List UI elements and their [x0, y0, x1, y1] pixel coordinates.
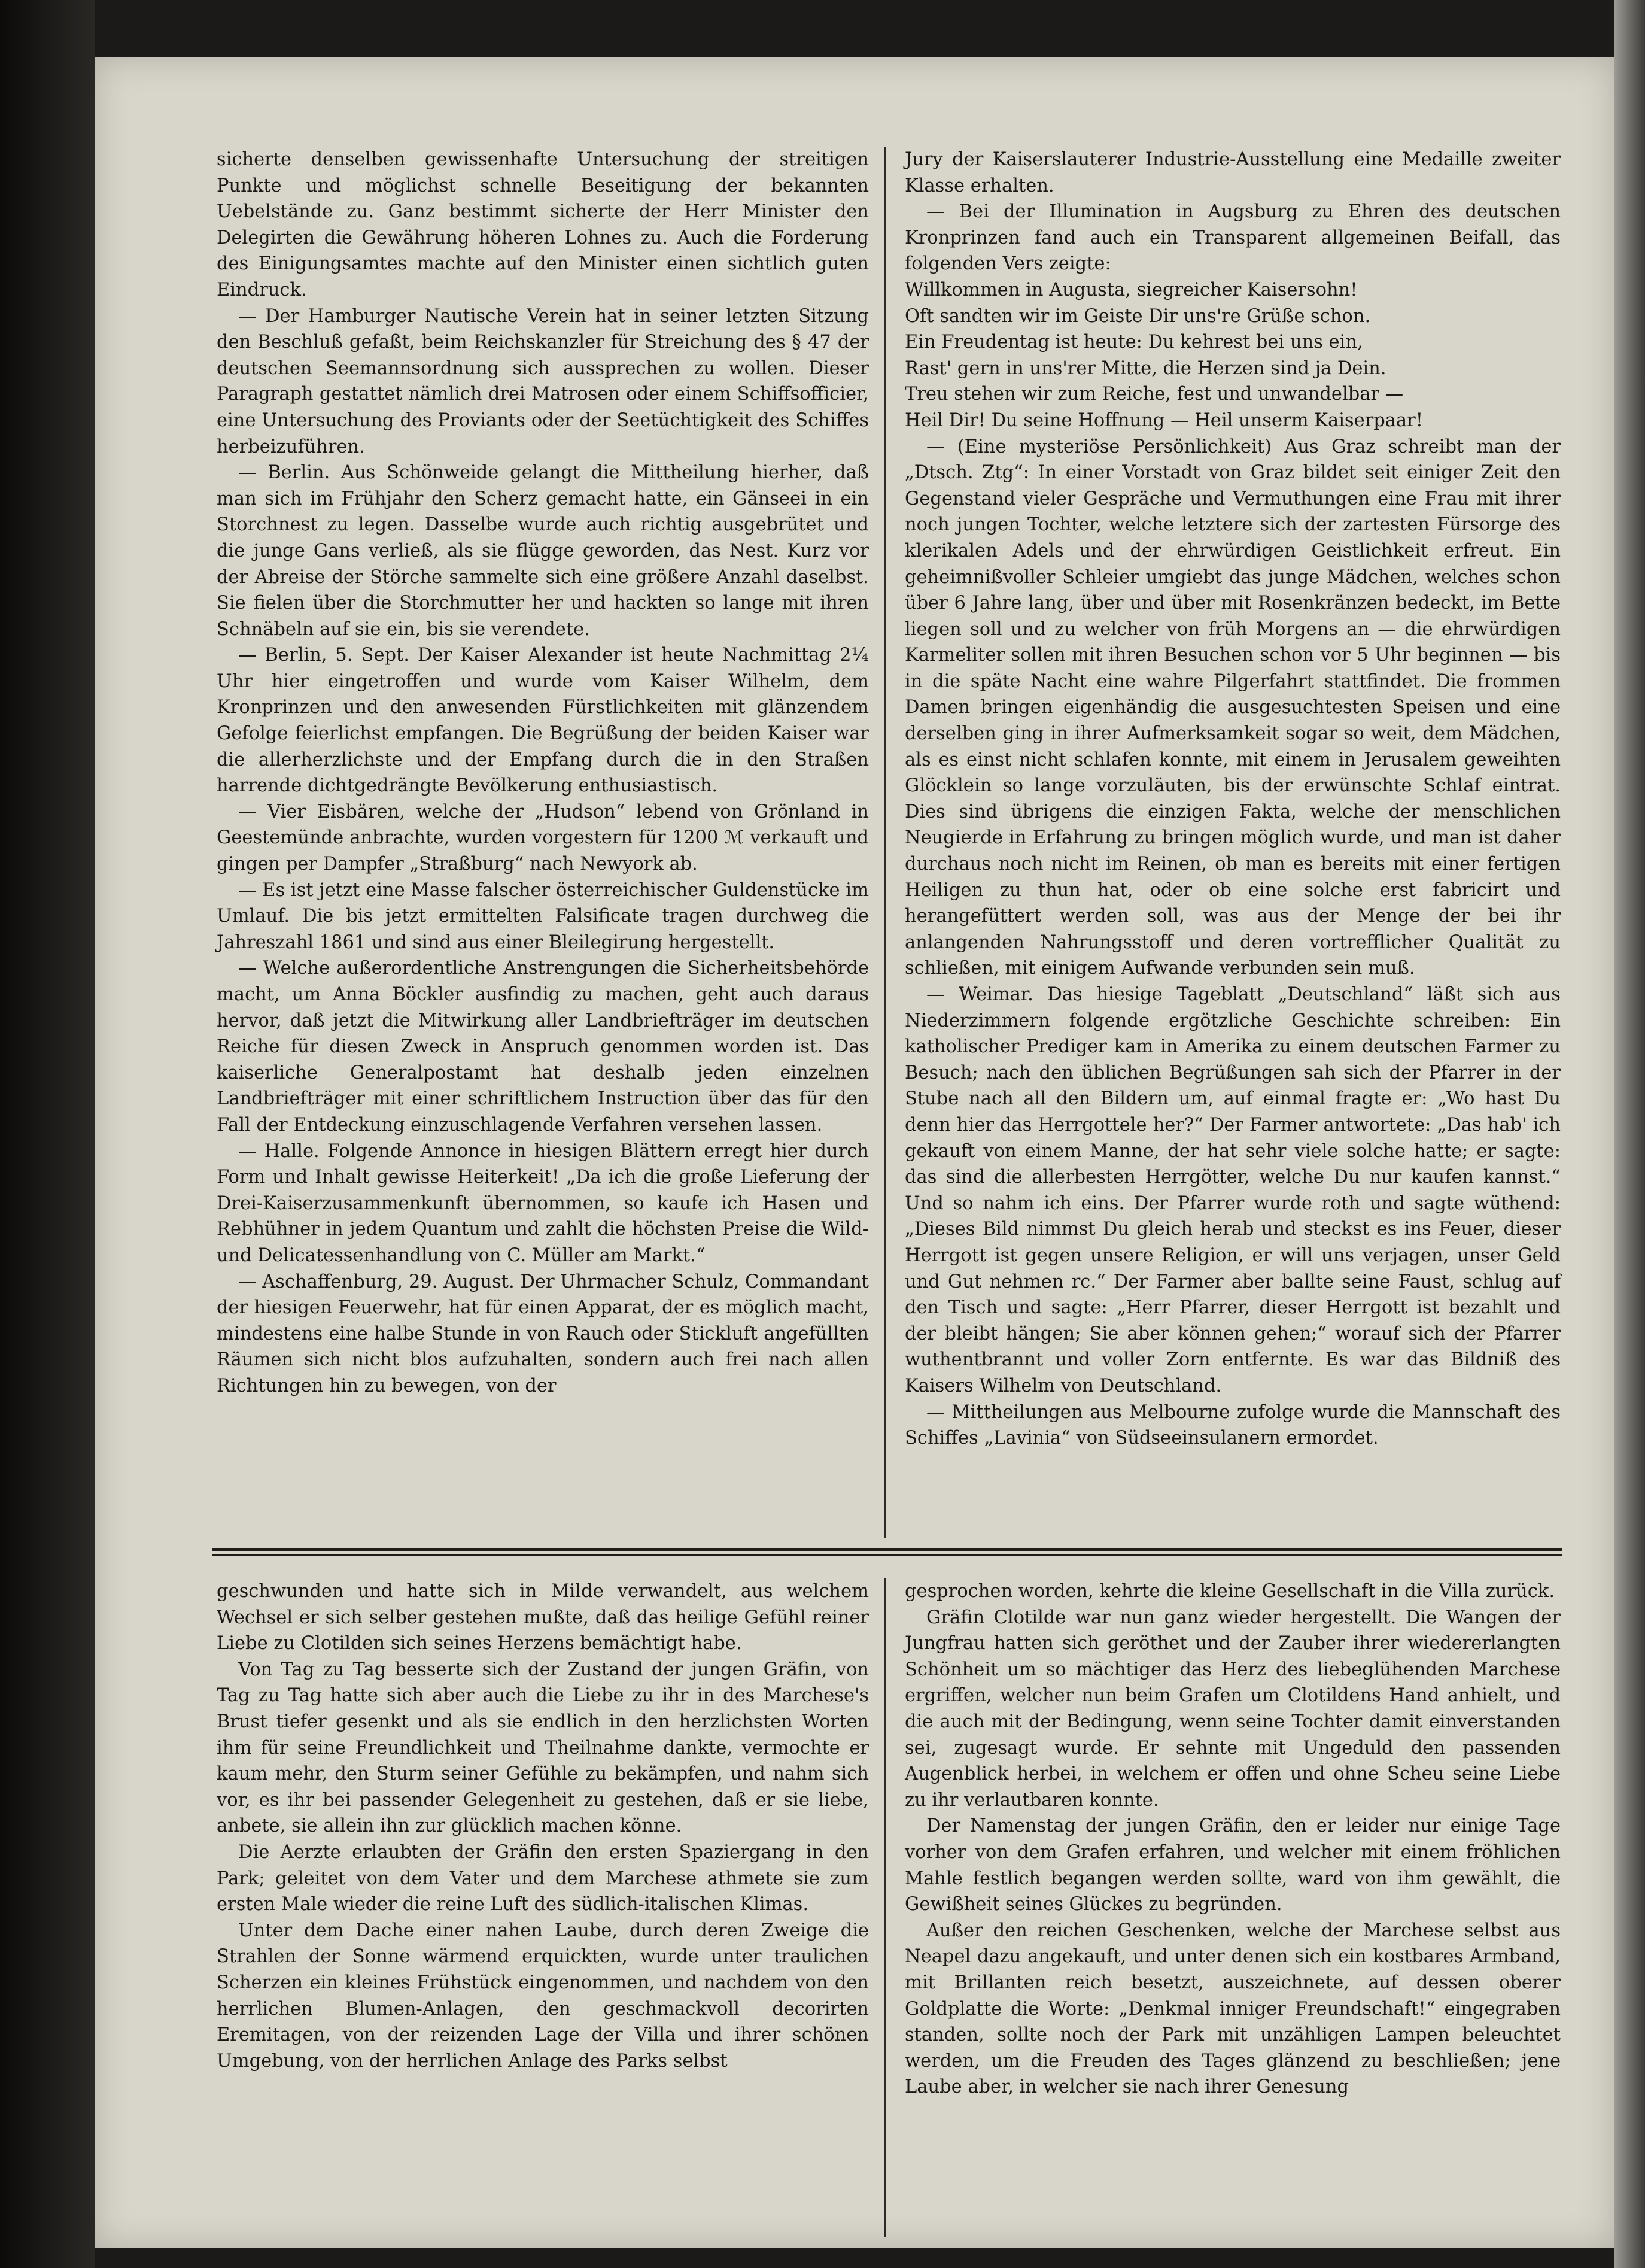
article-paragraph: — Halle. Folgende Annonce in hiesigen Blättern erregt hier durch Form und Inhalt gewisse Heiterkeit! „Da ich die große Lieferung der Drei-Kaiserzusammenkunft übernommen, so kaufe ich Hasen und Rebhühner in jedem Quantum und zahlt die höchsten Preise die Wild- und Delicatessenhandlung von C. Müller am Markt.“: [217, 1140, 869, 1266]
article-paragraph: — Mittheilungen aus Melbourne zufolge wurde die Mannschaft des Schiffes „Lavinia“ von Südseeinsulanern ermordet.: [905, 1401, 1561, 1449]
verse-line: Heil Dir! Du seine Hoffnung — Heil unserm Kaiserpaar!: [905, 409, 1423, 431]
scan-left-edge: [0, 0, 95, 2268]
verse-line: Treu stehen wir zum Reiche, fest und unwandelbar —: [905, 384, 1404, 405]
article-paragraph: gesprochen worden, kehrte die kleine Gesellschaft in die Villa zurück.: [905, 1581, 1555, 1602]
article-paragraph: Außer den reichen Geschenken, welche der Marchese selbst aus Neapel dazu angekauft, und unter denen sich ein kostbares Armband, mit Brillanten reich besetzt, auszeichnete, auf dessen oberer Goldplatte die Worte: „Denkmal inniger Freundschaft!“ eingegraben standen, sollte noch der Park mit unzähligen Lampen beleuchtet werden, um die Freuden des Tages glänzend zu beschließen; jene Laube aber, in welcher sie nach ihrer Genesung: [905, 1920, 1561, 2098]
article-paragraph: — Es ist jetzt eine Masse falscher österreichischer Guldenstücke im Umlauf. Die bis jetzt ermittelten Falsificate tragen durchweg die Jahreszahl 1861 und sind aus einer Bleilegirung hergestellt.: [217, 879, 869, 953]
article-paragraph: Gräfin Clotilde war nun ganz wieder hergestellt. Die Wangen der Jungfrau hatten sich geröthet und der Zauber ihrer wiedererlangten Schönheit um so mächtiger das Herz des liebeglühenden Marchese ergriffen, welcher nun beim Grafen um Clotildens Hand anhielt, und die auch mit der Bedingung, wenn seine Tochter damit einverstanden sei, zugesagt wurde. Er sehnte mit Ungeduld den passenden Augenblick herbei, in welchem er offen und ohne Scheu seine Liebe zu ihr verlautbaren konnte.: [905, 1607, 1561, 1811]
article-paragraph: Die Aerzte erlaubten der Gräfin den ersten Spaziergang in den Park; geleitet von dem Vater und dem Marchese athmete sie zum ersten Male wieder die reine Luft des südlich-italischen Klimas.: [217, 1841, 869, 1915]
verse-line: Rast' gern in uns'rer Mitte, die Herzen sind ja Dein.: [905, 357, 1386, 379]
article-paragraph: sicherte denselben gewissenhafte Untersuchung der streitigen Punkte und möglichst schnelle Beseitigung der bekannten Uebelstände zu. Ganz bestimmt sicherte der Herr Minister den Delegirten die Gewährung höheren Lohnes zu. Auch die Forderung des Einigungsamtes machte auf den Minister einen sichtlich guten Eindruck.: [217, 149, 869, 300]
article-paragraph: Jury der Kaiserslauterer Industrie-Ausstellung eine Medaille zweiter Klasse erhalten.: [905, 149, 1561, 196]
article-paragraph: Der Namenstag der jungen Gräfin, den er leider nur einige Tage vorher von dem Grafen erfahren, und welcher mit einem fröhlichen Mahle festlich begangen werden sollte, ward von ihm gewählt, die Gewißheit seines Glückes zu begründen.: [905, 1815, 1561, 1915]
verse-line: Ein Freudentag ist heute: Du kehrest bei uns ein,: [905, 332, 1363, 353]
article-paragraph: Unter dem Dache einer nahen Laube, durch deren Zweige die Strahlen der Sonne wärmend erquickten, wurde unter traulichen Scherzen ein kleines Frühstück eingenommen, und nachdem von den herrlichen Blumen-Anlagen, den geschmackvoll decorirten Eremitagen, von der reizenden Lage der Villa und ihrer schönen Umgebung, von der herrlichen Anlage des Parks selbst: [217, 1920, 869, 2072]
story-column-bottom-left: [217, 1578, 869, 2074]
article-paragraph: geschwunden und hatte sich in Milde verwandelt, aus welchem Wechsel er sich selber gestehen mußte, daß das heilige Gefühl reiner Liebe zu Clotilden sich seines Herzens bemächtigt habe.: [217, 1581, 869, 1654]
news-column-top-right: [905, 147, 1561, 1452]
article-paragraph: — Der Hamburger Nautische Verein hat in seiner letzten Sitzung den Beschluß gefaßt, beim Reichskanzler für Streichung des § 47 der deutschen Seemannsordnung sich aussprechen zu wollen. Dieser Paragraph gestattet nämlich drei Matrosen oder einem Schiffsofficier, eine Untersuchung des Proviants oder der Seetüchtigkeit des Schiffes herbeizuführen.: [217, 305, 869, 457]
article-paragraph: — (Eine mysteriöse Persönlichkeit) Aus Graz schreibt man der „Dtsch. Ztg“: In einer Vorstadt von Graz bildet seit einiger Zeit den Gegenstand vieler Gespräche und Vermuthungen eine Frau mit ihrer noch jungen Tochter, welche letztere sich der zartesten Fürsorge des klerikalen Adels und der ehrwürdigen Geistlichkeit erfreut. Ein geheimnißvoller Schleier umgiebt das junge Mädchen, welches schon über 6 Jahre lang, über und über mit Rosenkränzen bedeckt, im Bette liegen soll und zu welcher von früh Morgens an — die ehrwürdigen Karmeliter sollen mit ihren Besuchen schon vor 5 Uhr beginnen — bis in die späte Nacht eine wahre Pilgerfahrt stattfindet. Die frommen Damen bringen eigenhändig die ausgesuchtesten Speisen und eine derselben ging in ihrer Aufmerksamkeit sogar so weit, dem Mädchen, als es einst nicht schlafen konnte, mit einem in Jerusalem geweihten Glöcklein so lange vorzuläuten, bis der erwünschte Schlaf eintrat. Dies sind übrigens die einzigen Fakta, welche der menschlichen Neugierde in Erfahrung zu bringen möglich wurde, und man ist daher durchaus noch nicht im Reinen, ob man es bereits mit einer fertigen Heiligen zu thun hat, oder ob eine solche erst fabricirt und herangefüttert werden soll, was aus der Menge der bei ihr anlangenden Nahrungsstoff und deren vortrefflicher Qualität zu schließen, mit einigem Aufwande verbunden sein muß.: [905, 436, 1561, 979]
news-column-top-left: [217, 147, 869, 1399]
article-paragraph: — Vier Eisbären, welche der „Hudson“ lebend von Grönland in Geestemünde anbrachte, wurden vorgestern für 1200 ℳ verkauft und gingen per Dampfer „Straßburg“ nach Newyork ab.: [217, 801, 869, 875]
verse-line: Willkommen in Augusta, siegreicher Kaisersohn!: [905, 279, 1358, 300]
verse-line: Oft sandten wir im Geiste Dir uns're Grüße schon.: [905, 305, 1371, 327]
article-paragraph: — Aschaffenburg, 29. August. Der Uhrmacher Schulz, Commandant der hiesigen Feuerwehr, hat für einen Apparat, der es möglich macht, mindestens eine halbe Stunde in von Rauch oder Stickluft angefüllten Räumen sich nicht blos aufzuhalten, sondern auch frei nach allen Richtungen hin zu bewegen, von der: [217, 1271, 869, 1396]
article-paragraph: — Weimar. Das hiesige Tageblatt „Deutschland“ läßt sich aus Niederzimmern folgende ergötzliche Geschichte schreiben: Ein katholischer Prediger kam in Amerika zu einem deutschen Farmer zu Besuch; nach den üblichen Begrüßungen sah sich der Pfarrer in der Stube nach all den Bildern um, auf einmal fragte er: „Wo hast Du denn hier das Herrgottele her?“ Der Farmer antwortete: „Das hab' ich gekauft von einem Manne, der hat sehr viele solche hatte; er sagte: das sind die allerbesten Herrgötter, welche Du nur kaufen kannst.“ Und so nahm ich eins. Der Pfarrer wurde roth und sagte wüthend: „Dieses Bild nimmst Du gleich herab und steckst es ins Feuer, dieser Herrgott ist gegen unsere Religion, er will uns verjagen, unser Geld und Gut nehmen rc.“ Der Farmer aber ballte seine Faust, schlug auf den Tisch und sagte: „Herr Pfarrer, dieser Herrgott ist bezahlt und der bleibt hängen; Sie aber können gehen;“ worauf sich der Pfarrer wuthentbrannt und voller Zorn entfernte. Es war das Bildniß des Kaisers Wilhelm von Deutschland.: [905, 984, 1561, 1396]
article-paragraph: — Berlin. Aus Schönweide gelangt die Mittheilung hierher, daß man sich im Frühjahr den Scherz gemacht hatte, ein Gänseei in ein Storchnest zu legen. Dasselbe wurde auch richtig ausgebrütet und die junge Gans verließ, als sie flügge geworden, das Nest. Kurz vor der Abreise der Störche sammelte sich eine größere Anzahl daselbst. Sie fielen über die Storchmutter her und hackten so lange mit ihren Schnäbeln auf sie ein, bis sie verendete.: [217, 462, 869, 640]
story-column-bottom-right: [905, 1578, 1561, 2100]
column-divider-bottom: [884, 1578, 886, 2237]
article-paragraph: — Welche außerordentliche Anstrengungen die Sicherheitsbehörde macht, um Anna Böckler ausfindig zu machen, geht auch daraus hervor, daß jetzt die Mitwirkung aller Landbriefträger im deutschen Reiche für diesen Zweck in Anspruch genommen worden ist. Das kaiserliche Generalpostamt hat deshalb jeden einzelnen Landbriefträger mit einer schriftlichem Instruction über das für den Fall der Entdeckung einzuschlagende Verfahren versehen lassen.: [217, 958, 869, 1135]
feuilleton-rule-thick: [212, 1548, 1562, 1551]
scan-right-edge: [1614, 0, 1645, 2268]
feuilleton-rule-thin: [212, 1554, 1562, 1556]
article-paragraph: Von Tag zu Tag besserte sich der Zustand der jungen Gräfin, von Tag zu Tag hatte sich aber auch die Liebe zu ihr in des Marchese's Brust tiefer gesenkt und als sie endlich in den herzlichsten Worten ihm für seine Freundlichkeit und Theilnahme dankte, vermochte er kaum mehr, den Sturm seiner Gefühle zu bekämpfen, und nahm sich vor, es ihr bei passender Gelegenheit zu gestehen, daß er sie liebe, anbete, sie allein ihn zur glücklich machen könne.: [217, 1659, 869, 1837]
article-paragraph: — Berlin, 5. Sept. Der Kaiser Alexander ist heute Nachmittag 2¼ Uhr hier eingetroffen und wurde vom Kaiser Wilhelm, dem Kronprinzen und den anwesenden Fürstlichkeiten mit glänzendem Gefolge feierlichst empfangen. Die Begrüßung der beiden Kaiser war die allerherzlichste und der Empfang durch die in den Straßen harrende dichtgedrängte Bevölkerung enthusiastisch.: [217, 645, 869, 797]
column-divider-top: [884, 147, 886, 1538]
article-paragraph: — Bei der Illumination in Augsburg zu Ehren des deutschen Kronprinzen fand auch ein Transparent allgemeinen Beifall, das folgenden Vers zeigte:: [905, 201, 1561, 275]
